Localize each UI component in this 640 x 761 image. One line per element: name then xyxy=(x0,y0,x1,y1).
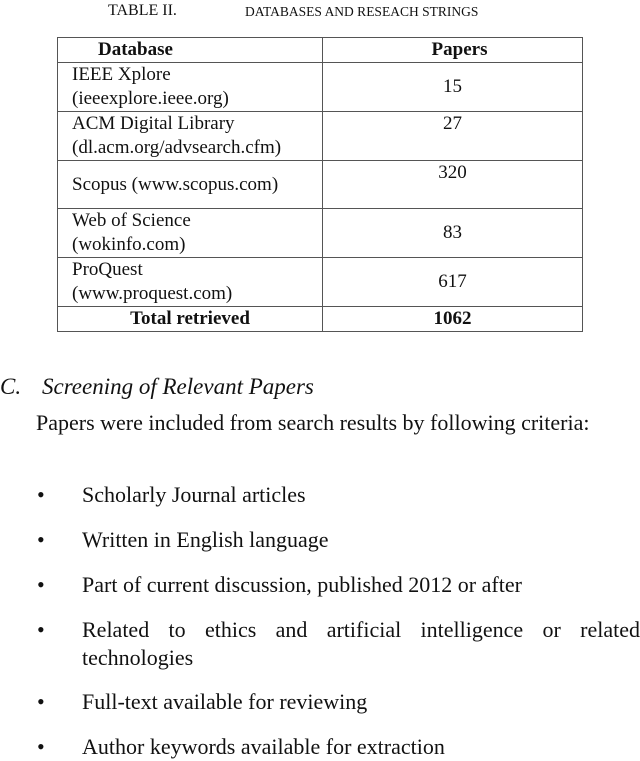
paragraph xyxy=(0,408,640,438)
total-label: Total retrieved xyxy=(58,307,323,332)
db-url: (ieeexplore.ieee.org) xyxy=(72,88,229,109)
header-database: Database xyxy=(58,38,323,63)
table-title: DATABASES AND RESEACH STRINGS xyxy=(245,4,479,19)
section-letter: C. xyxy=(0,374,22,399)
papers-count: 617 xyxy=(323,258,583,307)
table-row xyxy=(58,112,583,161)
papers-count: 83 xyxy=(323,209,583,258)
table-label: TABLE II. xyxy=(108,2,177,19)
db-name: ACM Digital Library xyxy=(72,113,235,134)
db-url: (dl.acm.org/advsearch.cfm) xyxy=(72,137,282,158)
db-url: (www.proquest.com) xyxy=(72,283,233,304)
total-row xyxy=(58,307,583,332)
db-name: Web of Science xyxy=(72,210,191,231)
header-papers: Papers xyxy=(323,38,583,63)
table-header-row xyxy=(58,38,583,63)
table-row xyxy=(58,63,583,112)
table-row xyxy=(58,209,583,258)
paragraph-text: Papers were included from search results by following criteria: xyxy=(36,410,590,435)
table-row xyxy=(58,258,583,307)
papers-count: 15 xyxy=(323,63,583,112)
db-name: IEEE Xplore xyxy=(72,64,171,85)
db-name: ProQuest xyxy=(72,259,143,280)
db-name: Scopus (www.scopus.com) xyxy=(72,173,279,195)
papers-count: 320 xyxy=(323,161,583,209)
total-value: 1062 xyxy=(323,307,583,332)
table-row xyxy=(58,161,583,209)
section-title: Screening of Relevant Papers xyxy=(42,374,314,399)
databases-table xyxy=(57,37,583,332)
papers-count: 27 xyxy=(323,112,583,161)
paper-page: TABLE II. DATABASES AND RESEACH STRINGS Database Papers IEEE Xplore (ieeexplore.ieee.org) 15 ACM Digital Library (dl.acm.org/advsearch.cfm) 27 Scopus (www.scopus.com) 320 Web of Science (wokinfo.com) 83 ProQuest (www.proquest.com) 617 Total retrieved 1062 C. Screening of Relevant Papers Papers were included from search results by following criteria: • Scholarly Journal articles • Written in English language • Part of current discussion, published 2012 or after • Related to ethics and artificial intelligence or related technologies • Full-text available for reviewing • Author keywords available for extraction xyxy=(0,2,640,759)
db-url: (wokinfo.com) xyxy=(72,234,186,255)
